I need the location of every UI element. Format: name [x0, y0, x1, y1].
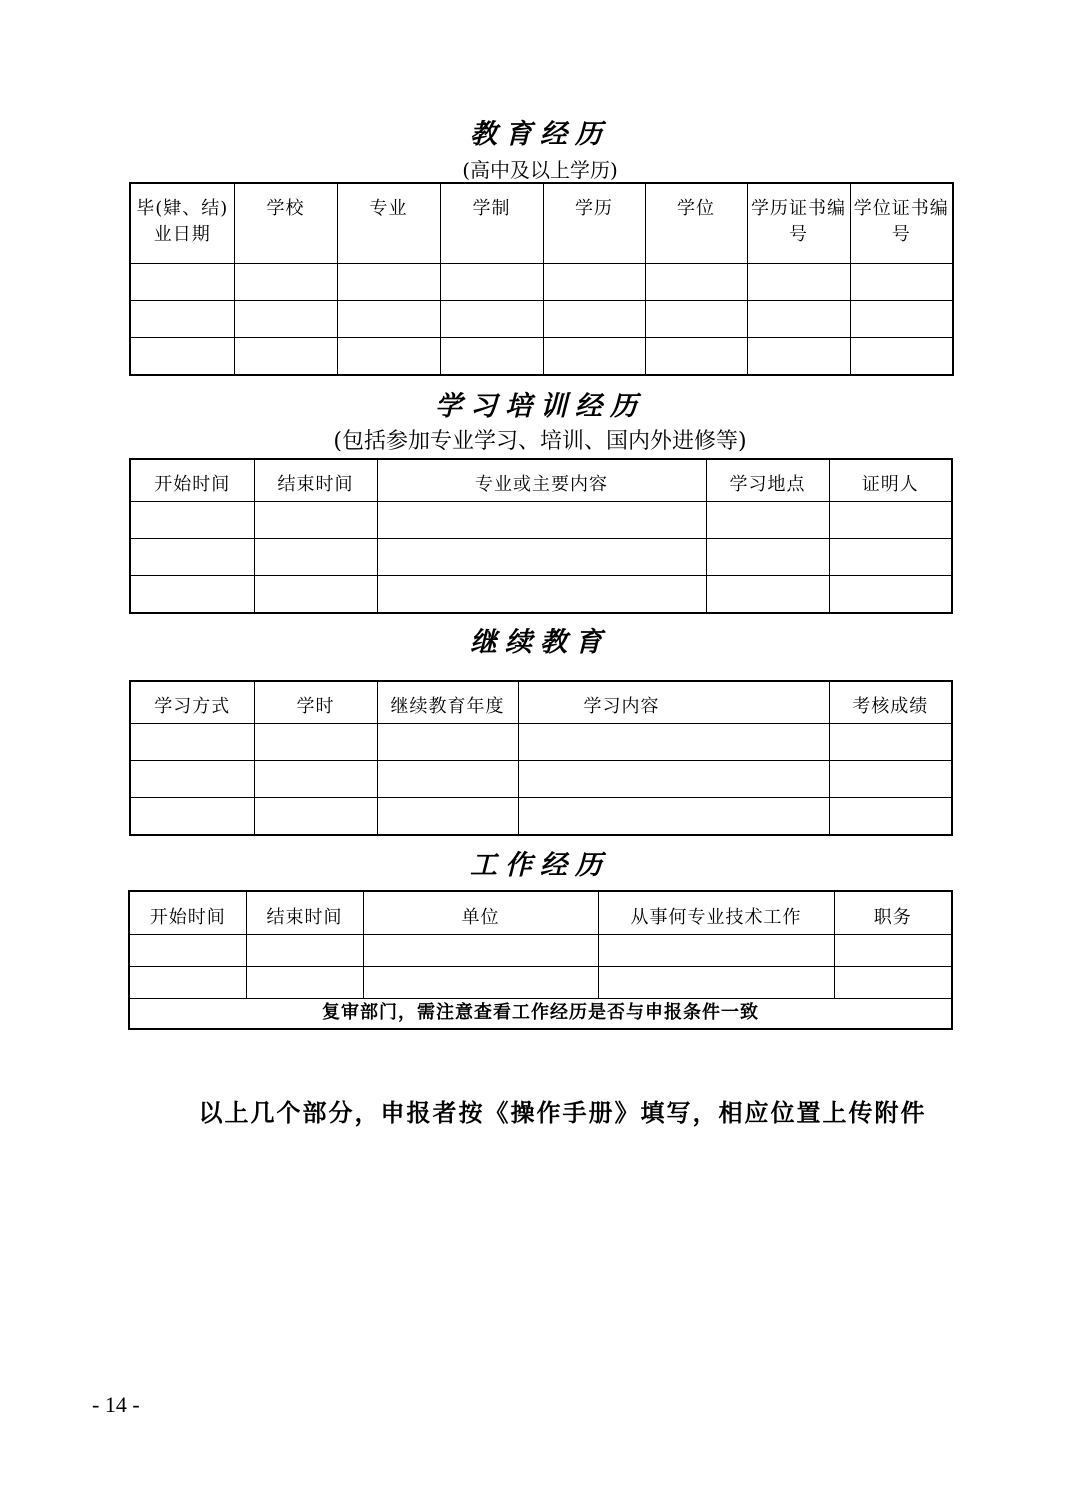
header-cell: 证明人: [829, 459, 952, 501]
input-cell[interactable]: [130, 797, 254, 835]
input-cell[interactable]: [850, 300, 953, 337]
review-note: 复审部门，需注意查看工作经历是否与申报条件一致: [129, 998, 952, 1029]
input-cell[interactable]: [246, 966, 363, 998]
header-cell: 单位: [363, 891, 598, 934]
input-cell[interactable]: [747, 337, 850, 375]
input-cell[interactable]: [130, 760, 254, 797]
header-cell: 结束时间: [254, 459, 377, 501]
header-cell: 专业: [337, 183, 440, 263]
input-cell[interactable]: [598, 966, 834, 998]
continuing-title: 继续教育: [470, 627, 610, 658]
training-table: [129, 458, 953, 614]
header-cell: 学校: [234, 183, 337, 263]
input-cell[interactable]: [130, 538, 254, 575]
header-cell: 学制: [440, 183, 543, 263]
header-cell: 开始时间: [129, 891, 246, 934]
input-cell[interactable]: [518, 797, 829, 835]
input-cell[interactable]: [254, 797, 377, 835]
page-number: - 14 -: [92, 1392, 140, 1417]
input-cell[interactable]: [130, 263, 234, 300]
input-cell[interactable]: [706, 501, 829, 538]
input-cell[interactable]: [440, 300, 543, 337]
input-cell[interactable]: [645, 263, 747, 300]
table-row: [129, 934, 952, 966]
input-cell[interactable]: [543, 300, 645, 337]
header-cell: 结束时间: [246, 891, 363, 934]
education-table: [129, 182, 954, 376]
input-cell[interactable]: [440, 337, 543, 375]
header-cell: 学习内容: [518, 681, 829, 723]
input-cell[interactable]: [543, 263, 645, 300]
input-cell[interactable]: [747, 300, 850, 337]
input-cell[interactable]: [440, 263, 543, 300]
work-table: [128, 890, 953, 1030]
input-cell[interactable]: [234, 263, 337, 300]
input-cell[interactable]: [834, 966, 952, 998]
input-cell[interactable]: [850, 337, 953, 375]
header-cell: 学习方式: [130, 681, 254, 723]
table-row: [129, 966, 952, 998]
table-row: [130, 575, 952, 613]
work-title: 工作经历: [470, 850, 610, 881]
table-header-row: [130, 459, 952, 501]
input-cell[interactable]: [598, 934, 834, 966]
header-cell: 学习地点: [706, 459, 829, 501]
input-cell[interactable]: [377, 760, 518, 797]
input-cell[interactable]: [377, 538, 706, 575]
header-cell: 开始时间: [130, 459, 254, 501]
input-cell[interactable]: [747, 263, 850, 300]
input-cell[interactable]: [254, 723, 377, 760]
input-cell[interactable]: [829, 760, 952, 797]
input-cell[interactable]: [337, 300, 440, 337]
header-cell: 从事何专业技术工作: [598, 891, 834, 934]
input-cell[interactable]: [829, 797, 952, 835]
table-row: [130, 723, 952, 760]
input-cell[interactable]: [518, 760, 829, 797]
header-cell: 学时: [254, 681, 377, 723]
input-cell[interactable]: [129, 934, 246, 966]
input-cell[interactable]: [363, 934, 598, 966]
input-cell[interactable]: [829, 538, 952, 575]
header-cell: 职务: [834, 891, 952, 934]
input-cell[interactable]: [337, 337, 440, 375]
input-cell[interactable]: [706, 538, 829, 575]
input-cell[interactable]: [337, 263, 440, 300]
input-cell[interactable]: [254, 575, 377, 613]
header-cell: 学位证书编号: [850, 183, 953, 263]
input-cell[interactable]: [829, 501, 952, 538]
instruction-text: 以上几个部分，申报者按《操作手册》填写，相应位置上传附件: [198, 1098, 927, 1127]
input-cell[interactable]: [543, 337, 645, 375]
input-cell[interactable]: [706, 575, 829, 613]
table-row: [130, 797, 952, 835]
header-cell: 学历证书编号: [747, 183, 850, 263]
input-cell[interactable]: [254, 538, 377, 575]
input-cell[interactable]: [130, 300, 234, 337]
input-cell[interactable]: [645, 300, 747, 337]
table-header-row: [130, 681, 952, 723]
input-cell[interactable]: [377, 723, 518, 760]
training-subtitle: (包括参加专业学习、培训、国内外进修等): [333, 429, 747, 454]
input-cell[interactable]: [363, 966, 598, 998]
input-cell[interactable]: [850, 263, 953, 300]
header-cell: 继续教育年度: [377, 681, 518, 723]
input-cell[interactable]: [130, 501, 254, 538]
table-row: [130, 300, 953, 337]
input-cell[interactable]: [130, 723, 254, 760]
input-cell[interactable]: [377, 501, 706, 538]
header-cell: 考核成绩: [829, 681, 952, 723]
table-header-row: [129, 891, 952, 934]
table-header-row: [130, 183, 953, 263]
table-note-row: [129, 998, 952, 1029]
header-cell: 专业或主要内容: [377, 459, 706, 501]
input-cell[interactable]: [377, 575, 706, 613]
table-row: [130, 501, 952, 538]
training-title: 学习培训经历: [435, 391, 645, 422]
table-row: [130, 538, 952, 575]
input-cell[interactable]: [645, 337, 747, 375]
table-row: [130, 263, 953, 300]
input-cell[interactable]: [518, 723, 829, 760]
education-subtitle: (高中及以上学历): [462, 158, 618, 182]
input-cell[interactable]: [246, 934, 363, 966]
input-cell[interactable]: [234, 300, 337, 337]
input-cell[interactable]: [234, 337, 337, 375]
input-cell[interactable]: [129, 966, 246, 998]
header-cell: 毕(肄、结)业日期: [130, 183, 234, 263]
input-cell[interactable]: [377, 797, 518, 835]
table-row: [130, 760, 952, 797]
header-cell: 学位: [645, 183, 747, 263]
input-cell[interactable]: [130, 575, 254, 613]
input-cell[interactable]: [829, 723, 952, 760]
input-cell[interactable]: [829, 575, 952, 613]
header-cell: 学历: [543, 183, 645, 263]
continuing-table: [129, 680, 953, 836]
table-row: [130, 337, 953, 375]
education-title: 教育经历: [470, 119, 610, 150]
input-cell[interactable]: [254, 501, 377, 538]
input-cell[interactable]: [130, 337, 234, 375]
input-cell[interactable]: [834, 934, 952, 966]
input-cell[interactable]: [254, 760, 377, 797]
